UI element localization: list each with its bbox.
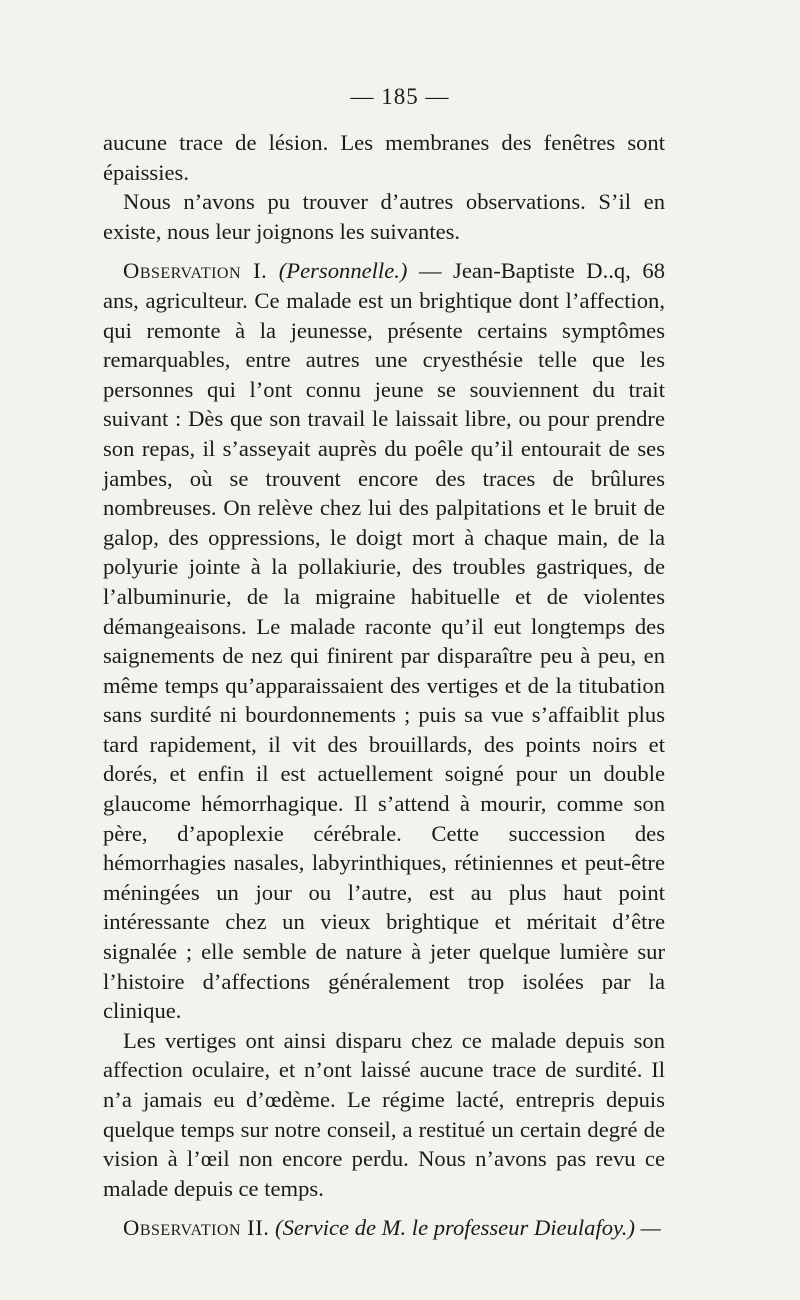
vertigo-paragraph: Les vertiges ont ainsi disparu chez ce malade depuis son affection oculaire, et n’ont laissé aucune trace de surdité. Il n’a jamais eu d’œdème. Le régime lacté, entrepris depuis quelque temps sur notre conseil, a restitué un certain degré de vision à l’œil non encore perdu. Nous n’avons pas revu ce malade depuis ce temps. [103,1027,665,1201]
observation-1-heading: Observation I. [123,258,268,284]
page-number: — 185 — [350,84,450,109]
page-body [103,128,665,1243]
continuation-paragraph: aucune trace de lésion. Les membranes des fenêtres sont épaissies. [103,130,665,185]
observation-1-body: — Jean-Baptiste D..q, 68 ans, agriculteur. Ce malade est un brightique dont l’affection, qui remonte à la jeunesse, présente certains symptômes remarquables, entre autres une cryesthésie telle que les personnes qui l’ont connu jeune se souviennent du trait suivant : Dès que son travail le laissait libre, ou pour prendre son repas, il s’asseyait auprès du poêle qu’il entourait de ses jambes, où se trouvent encore des traces de brûlures nombreuses. On relève chez lui des palpitations et le bruit de galop, des oppressions, le doigt mort à chaque main, de la polyurie jointe à la pollakiurie, des troubles gastriques, de l’albuminurie, de la migraine habituelle et de violentes démangeaisons. Le malade raconte qu’il eut longtemps des saignements de nez qui finirent par disparaître peu à peu, en même temps qu’apparaissaient des vertiges et de la titubation sans surdité ni bourdonnements ; puis sa vue s’affaiblit plus tard rapidement, il vit des brouillards, des points noirs et dorés, et enfin il est actuellement soigné pour un double glaucome hémorrhagique. Il s’attend à mourir, comme son père, d’apoplexie cérébrale. Cette succession des hémorrhagies nasales, labyrinthiques, rétiniennes et peut-être méningées un jour ou l’autre, est au plus haut point intéressante chez un vieux brightique et méritait d’être signalée ; elle semble de nature à jeter quelque lumière sur l’histoire d’affections généralement trop isolées par la clinique. [103,258,665,1024]
observation-1-source: (Personnelle.) [278,258,408,284]
observation-2-paragraph [103,1213,665,1243]
observation-2-source: (Service de M. le professeur Dieulafoy.) — [275,1215,661,1241]
observation-2-heading: Observation II. [123,1215,270,1241]
no-other-observations-paragraph: Nous n’avons pu trouver d’autres observations. S’il en existe, nous leur joignons les suivantes. [103,189,665,244]
observation-1-paragraph [103,256,665,1025]
